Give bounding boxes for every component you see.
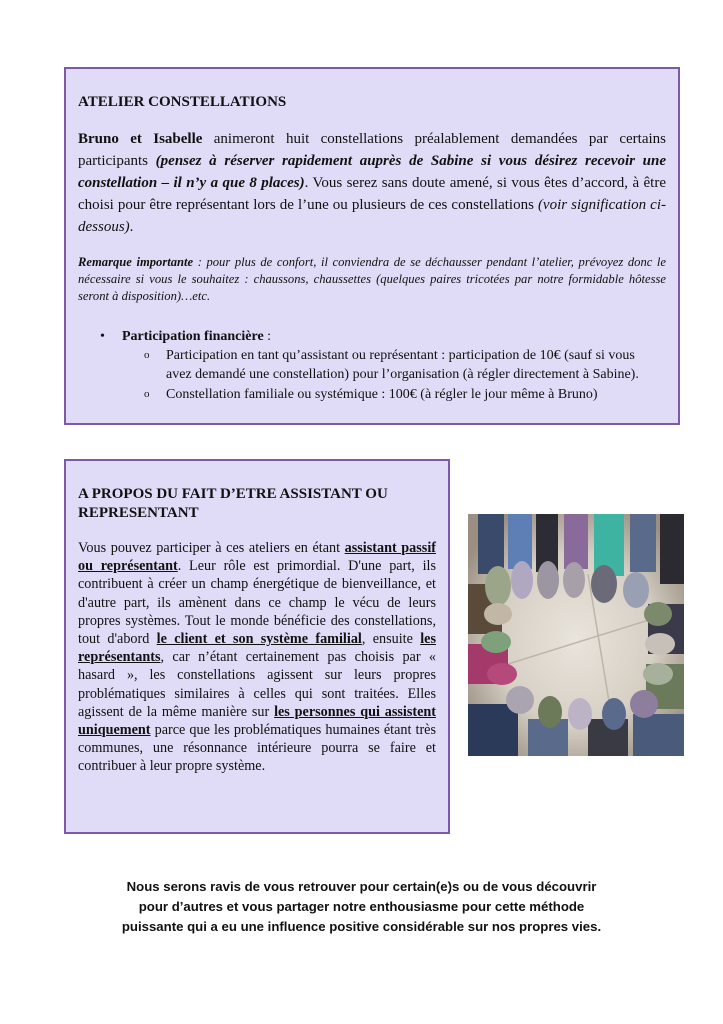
apropos-underlined: assistant passif ou représentant [78,540,436,575]
apropos-underlined: les personnes qui assistent uniquement [78,703,436,739]
apropos-text: Vous pouvez participer à ces ateliers en étant [78,540,345,556]
atelier-title: ATELIER CONSTELLATIONS [78,94,287,110]
remark-paragraph [78,254,666,305]
intro-emphasis: (pensez à réserver rapidement auprès de Sabine si vous désirez recevoir une constellation – il n’y a que 8 places) [78,153,666,191]
sub-item-text: Constellation familiale ou systémique : 100€ (à régler le jour même à Bruno) [166,387,598,402]
sub-item [78,346,666,384]
remark-label: Remarque importante [78,255,194,269]
sub-item-text: Participation en tant qu’assistant ou représentant : participation de 10€ (sauf si vous avez demandé une constellation) pour l’organisation (à régler directement à Sabine). [166,348,639,382]
apropos-underlined: le client et son système familial [156,631,362,648]
closing-line: puissante qui a eu une influence positive considérable sur nos propres vies. [121,919,602,934]
participation-label: Participation financière [122,329,264,344]
closing-line: Nous serons ravis de vous retrouver pour certain(e)s ou de vous découvrir [126,879,597,894]
feet-circle-photo [468,514,684,756]
apropos-title: A PROPOS DU FAIT D’ETRE ASSISTANT OU REPRESENTANT [78,486,388,521]
atelier-intro [78,128,666,238]
intro-text-2: . Vous serez sans doute amené, si vous êtes d’accord, à être choisi pour être représentant lors de l’une ou plusieurs de ces constellations [78,175,666,213]
participation-bullet [78,327,666,346]
remark-text: : pour plus de confort, il conviendra de se déchausser pendant l’atelier, prévoyez donc le nécessaire si vous le souhaitez : chaussons, chaussettes (quelques paires tricotées par notre formidable hôtesse seront à disposition)…etc. [78,255,666,303]
apropos-text: parce que les problématiques humaines étant très communes, une résonnance intérieure pourra se faire et contribuer à leur propre système. [78,722,436,775]
apropos-text: , ensuite [361,631,421,648]
intro-names: Bruno et Isabelle [78,131,203,147]
apropos-section [64,459,450,834]
intro-italic: (voir signification ci-dessous) [78,197,666,235]
circle-bullet-icon: o [144,349,150,361]
intro-end: . [129,219,134,235]
apropos-underlined: les représentants [78,631,436,666]
apropos-text: , car n’étant certainement pas choisis par « hasard », les constellations agissent sur leurs propres problématiques similaires à celles qui sont traitées. Elles agissent de la même manière sur [78,649,436,720]
closing-message [70,877,653,937]
circle-bullet-icon: o [144,388,150,400]
bullet-dot-icon: • [100,329,105,344]
intro-text-1: animeront huit constellations préalablement demandées par certains participants [78,131,666,169]
participation-list [78,327,666,404]
feet-circle-icon [468,514,684,756]
atelier-section [64,67,680,425]
participation-colon: : [263,329,272,344]
closing-line: pour d’autres et vous partager notre enthousiasme pour cette méthode [138,899,585,914]
sub-item [78,385,666,404]
apropos-text: . Leur rôle est primordial. D'une part, ils contribuent à créer un champ énergétique de bienveillance, et d'autre part, ils amènent dans ce champ le vécu de leurs propres systèmes. Tout le monde bénéficie des constellations, tout d'abord [78,558,436,648]
apropos-paragraph [78,539,436,776]
